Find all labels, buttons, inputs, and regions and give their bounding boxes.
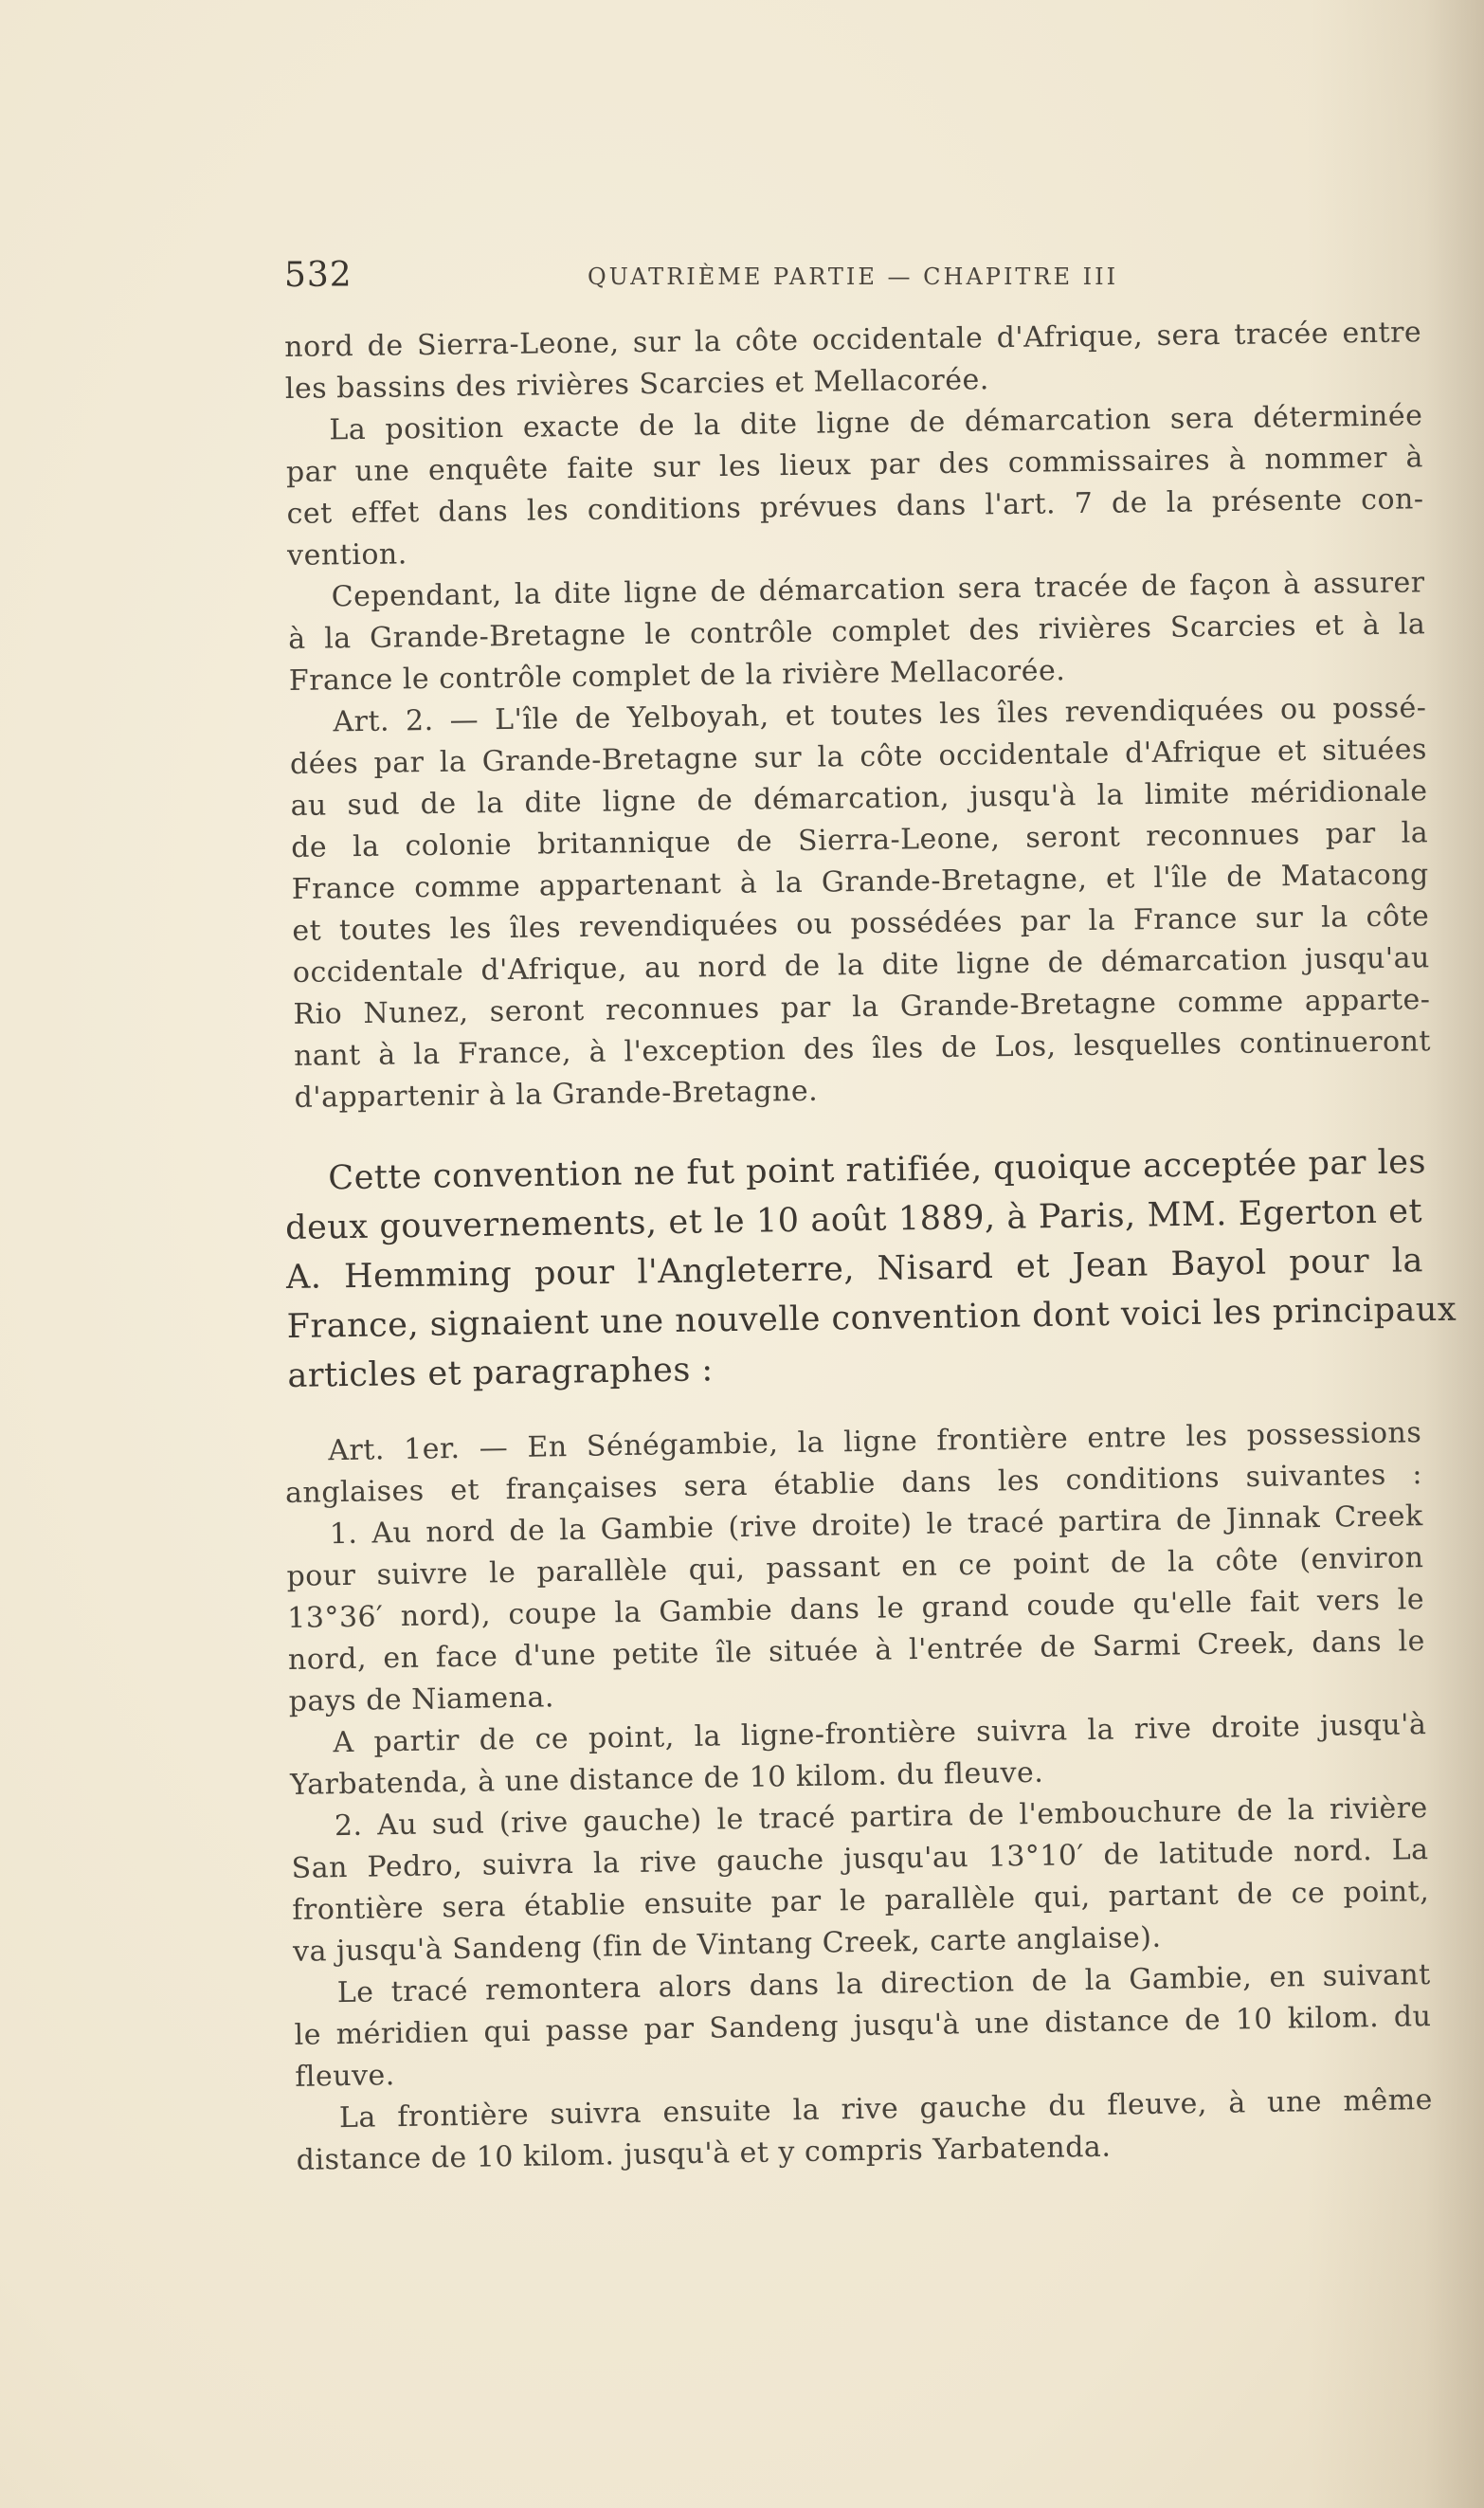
text-line: La frontière suivra ensuite la rive gauche du fleuve, à une même bbox=[338, 2083, 1434, 2135]
text-line: anglaises et françaises sera établie dans les conditions suivantes : bbox=[284, 1458, 1423, 1510]
articles-text-block bbox=[284, 1412, 1434, 2182]
convention-text-block bbox=[284, 312, 1432, 1119]
text-line: fleuve. bbox=[295, 2059, 396, 2094]
text-line: Rio Nunez, seront reconnues par la Grande-Bretagne comme apparte- bbox=[293, 983, 1431, 1031]
text-line: occidentale d'Afrique, au nord de la dite ligne de démarcation jusqu'au bbox=[292, 941, 1431, 990]
page-header bbox=[0, 256, 1484, 303]
text-line: cet effet dans les conditions prévues dans l'art. 7 de la présente con- bbox=[286, 482, 1424, 531]
text-line: à la Grande-Bretagne le contrôle complet des rivières Scarcies et à la bbox=[288, 608, 1426, 656]
text-line: Cependant, la dite ligne de démarcation sera tracée de façon à assurer bbox=[331, 566, 1425, 614]
text-line: Art. 2. — L'île de Yelboyah, et toutes les îles revendiquées ou possé- bbox=[333, 691, 1427, 739]
text-line: San Pedro, suivra la rive gauche jusqu'au 13°10′ de latitude nord. La bbox=[291, 1833, 1429, 1885]
text-line: deux gouvernements, et le 10 août 1889, à Paris, MM. Egerton et bbox=[284, 1192, 1423, 1247]
text-line: La position exacte de la dite ligne de démarcation sera déterminée bbox=[329, 399, 1423, 447]
text-line: les bassins des rivières Scarcies et Mellacorée. bbox=[284, 363, 989, 406]
narrative-text-block bbox=[284, 1137, 1457, 1401]
text-line: France, signaient une nouvelle convention dont voici les principaux bbox=[286, 1290, 1457, 1346]
text-line: d'appartenir à la Grande-Bretagne. bbox=[294, 1074, 819, 1115]
text-line: nord, en face d'une petite île située à l'entrée de Sarmi Creek, dans le bbox=[287, 1625, 1426, 1677]
text-line: de la colonie britannique de Sierra-Leone, seront reconnues par la bbox=[290, 816, 1429, 864]
text-line: le méridien qui passe par Sandeng jusqu'à une distance de 10 kilom. du bbox=[294, 2000, 1432, 2052]
text-line: 2. Au sud (rive gauche) le tracé partira de l'embouchure de la rivière bbox=[334, 1791, 1429, 1844]
text-line: nant à la France, à l'exception des îles de Los, lesquelles continueront bbox=[293, 1025, 1432, 1073]
text-line: nord de Sierra-Leone, sur la côte occidentale d'Afrique, sera tracée entre bbox=[284, 316, 1422, 364]
text-line: frontière sera établie ensuite par le parallèle qui, partant de ce point, bbox=[292, 1875, 1430, 1927]
text-line: par une enquête faite sur les lieux par des commissaires à nommer à bbox=[285, 441, 1424, 489]
text-line: Cette convention ne fut point ratifiée, quoique acceptée par les bbox=[328, 1143, 1427, 1198]
text-line: et toutes les îles revendiquées ou possédées par la France sur la côte bbox=[292, 900, 1430, 948]
text-line: va jusqu'à Sandeng (fin de Vintang Creek, carte anglaise). bbox=[292, 1920, 1162, 1969]
text-line: 1. Au nord de la Gambie (rive droite) le tracé partira de Jinnak Creek bbox=[329, 1499, 1423, 1552]
text-line: A partir de ce point, la ligne-frontière suivra la rive droite jusqu'à bbox=[333, 1708, 1427, 1760]
text-line: articles et paragraphes : bbox=[287, 1351, 714, 1395]
text-line: pays de Niamena. bbox=[288, 1681, 555, 1718]
text-line: France le contrôle complet de la rivière Mellacorée. bbox=[288, 654, 1066, 698]
text-line: distance de 10 kilom. jusqu'à et y compris Yarbatenda. bbox=[296, 2130, 1112, 2177]
text-line: France comme appartenant à la Grande-Bretagne, et l'île de Matacong bbox=[291, 858, 1429, 906]
running-head: QUATRIÈME PARTIE — CHAPITRE III bbox=[588, 264, 1119, 290]
text-line: A. Hemming pour l'Angleterre, Nisard et Jean Bayol pour la bbox=[285, 1242, 1424, 1297]
text-line: 13°36′ nord), coupe la Gambie dans le grand coude qu'elle fait vers le bbox=[286, 1583, 1425, 1635]
text-line: vention. bbox=[286, 537, 407, 572]
page-number: 532 bbox=[284, 256, 353, 295]
text-line: Art. 1er. — En Sénégambie, la ligne frontière entre les possessions bbox=[328, 1416, 1422, 1468]
text-line: dées par la Grande-Bretagne sur la côte occidentale d'Afrique et situées bbox=[289, 733, 1428, 781]
text-line: Le tracé remontera alors dans la direction de la Gambie, en suivant bbox=[336, 1958, 1431, 2010]
text-line: au sud de la dite ligne de démarcation, jusqu'à la limite méridionale bbox=[290, 774, 1428, 823]
text-line: pour suivre le parallèle qui, passant en ce point de la côte (environ bbox=[286, 1541, 1424, 1593]
text-line: Yarbatenda, à une distance de 10 kilom. du fleuve. bbox=[289, 1755, 1044, 1802]
